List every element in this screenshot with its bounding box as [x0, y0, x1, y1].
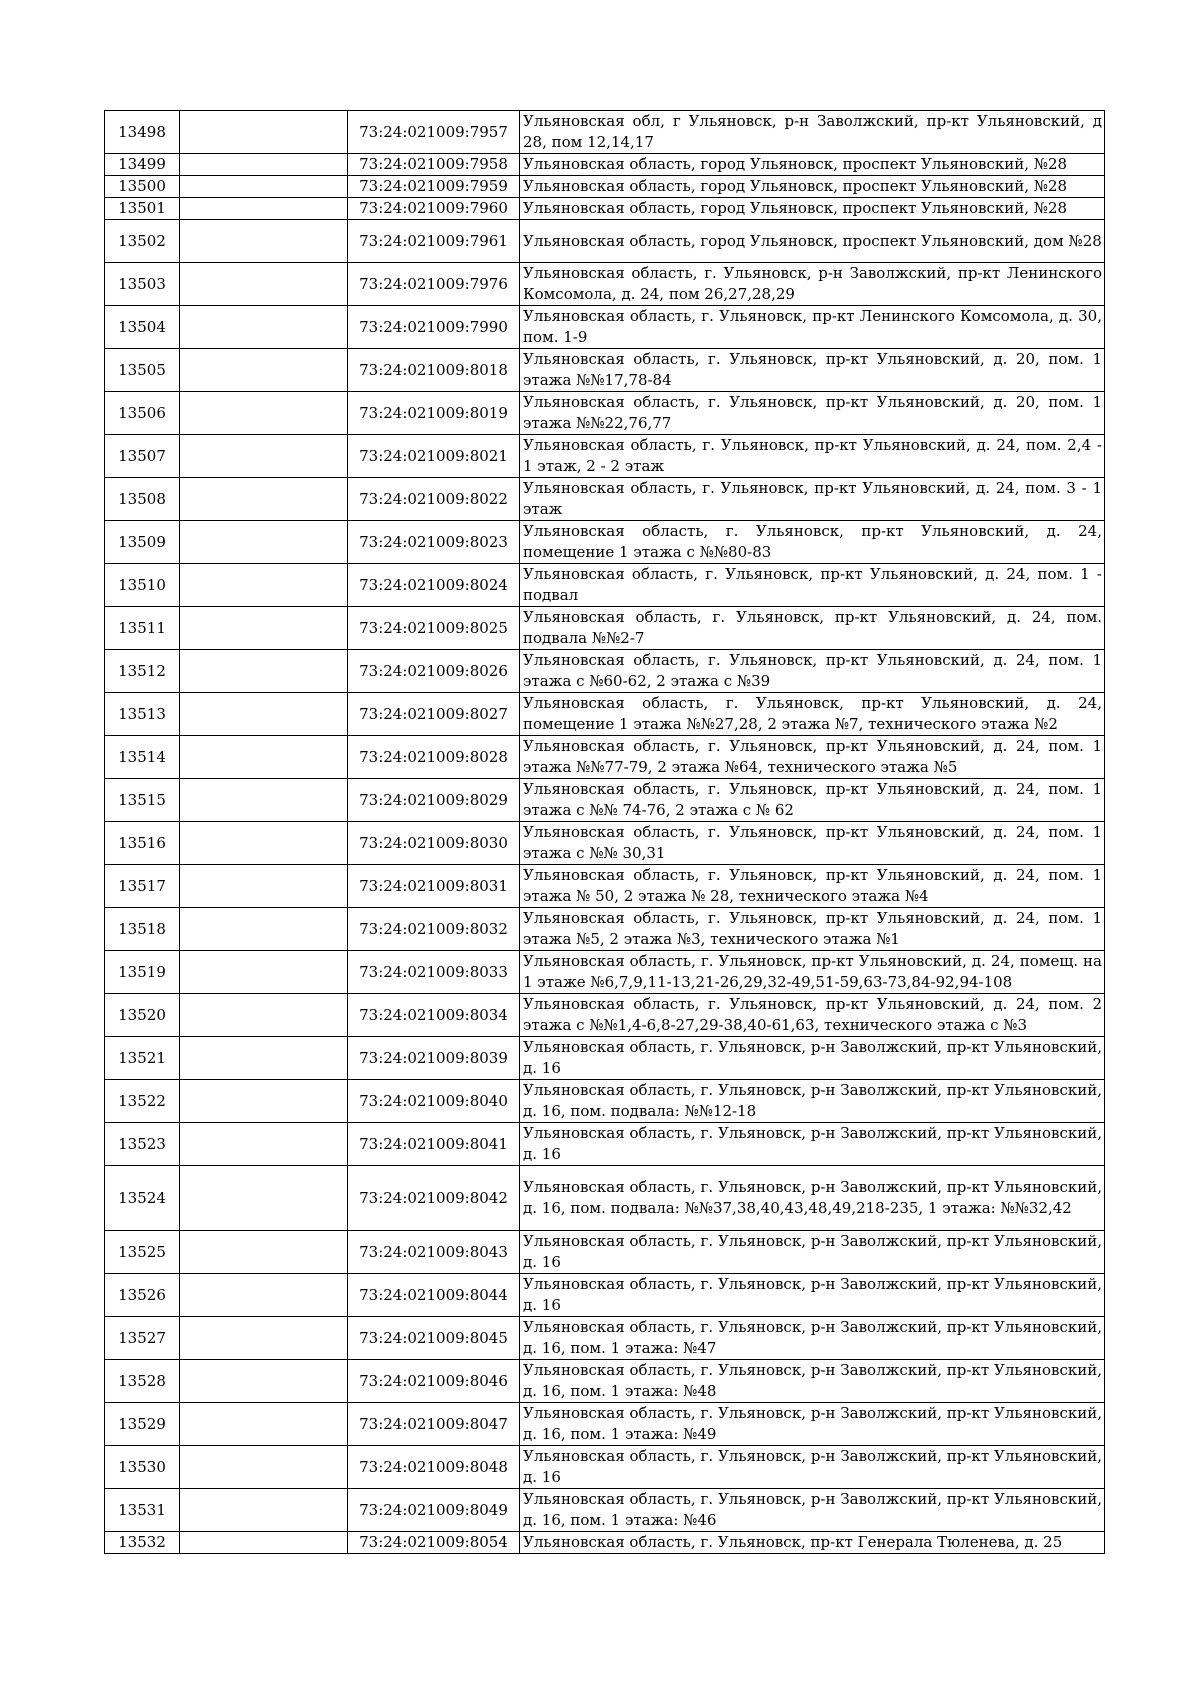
table-row — [105, 564, 1105, 607]
table-row — [105, 154, 1105, 176]
empty-cell — [180, 564, 348, 607]
row-number-cell: 13510 — [105, 564, 180, 607]
row-number-cell: 13503 — [105, 263, 180, 306]
row-number-cell: 13521 — [105, 1037, 180, 1080]
cadastral-number-cell: 73:24:021009:7990 — [348, 306, 520, 349]
empty-cell — [180, 176, 348, 198]
table-row — [105, 908, 1105, 951]
table-row — [105, 822, 1105, 865]
address-cell: Ульяновская область, г. Ульяновск, пр-кт Ульяновский, д. 24, пом. 1 этажа с №№ 74-76, 2 этажа с № 62 — [520, 779, 1105, 822]
cadastral-number-cell: 73:24:021009:8018 — [348, 349, 520, 392]
table-row — [105, 994, 1105, 1037]
cadastral-number-cell: 73:24:021009:7959 — [348, 176, 520, 198]
address-cell: Ульяновская область, г. Ульяновск, пр-кт Ульяновский, д. 24, помещение 1 этажа №№27,28, 2 этажа №7, технического этажа №2 — [520, 693, 1105, 736]
address-cell: Ульяновская область, г. Ульяновск, пр-кт Ульяновский, д. 24, пом. 1 этажа с №60-62, 2 этажа с №39 — [520, 650, 1105, 693]
table-row — [105, 1360, 1105, 1403]
empty-cell — [180, 994, 348, 1037]
table-row — [105, 693, 1105, 736]
cadastral-number-cell: 73:24:021009:8024 — [348, 564, 520, 607]
empty-cell — [180, 822, 348, 865]
address-cell: Ульяновская область, г. Ульяновск, пр-кт Ульяновский, д. 24, пом. 1 этажа №№77-79, 2 этажа №64, технического этажа №5 — [520, 736, 1105, 779]
cadastral-number-cell: 73:24:021009:8022 — [348, 478, 520, 521]
row-number-cell: 13527 — [105, 1317, 180, 1360]
address-cell: Ульяновская область, г. Ульяновск, р-н Заволжский, пр-кт Ульяновский, д. 16, пом. 1 этажа: №49 — [520, 1403, 1105, 1446]
cadastral-number-cell: 73:24:021009:7958 — [348, 154, 520, 176]
table-row — [105, 349, 1105, 392]
empty-cell — [180, 607, 348, 650]
empty-cell — [180, 1446, 348, 1489]
table-row — [105, 1317, 1105, 1360]
row-number-cell: 13528 — [105, 1360, 180, 1403]
cadastral-number-cell: 73:24:021009:8040 — [348, 1080, 520, 1123]
table-row — [105, 220, 1105, 263]
address-cell: Ульяновская область, г. Ульяновск, р-н Заволжский, пр-кт Ленинского Комсомола, д. 24, пом 26,27,28,29 — [520, 263, 1105, 306]
empty-cell — [180, 779, 348, 822]
empty-cell — [180, 1080, 348, 1123]
table-row — [105, 1532, 1105, 1554]
table-row — [105, 521, 1105, 564]
cadastral-number-cell: 73:24:021009:8031 — [348, 865, 520, 908]
row-number-cell: 13532 — [105, 1532, 180, 1554]
empty-cell — [180, 263, 348, 306]
table-row — [105, 1274, 1105, 1317]
empty-cell — [180, 306, 348, 349]
address-cell: Ульяновская область, г. Ульяновск, пр-кт Генерала Тюленева, д. 25 — [520, 1532, 1105, 1554]
empty-cell — [180, 1123, 348, 1166]
empty-cell — [180, 198, 348, 220]
row-number-cell: 13523 — [105, 1123, 180, 1166]
address-cell: Ульяновская область, г. Ульяновск, пр-кт Ульяновский, д. 24, пом. подвала №№2-7 — [520, 607, 1105, 650]
cadastral-number-cell: 73:24:021009:8026 — [348, 650, 520, 693]
address-cell: Ульяновская область, г. Ульяновск, р-н Заволжский, пр-кт Ульяновский, д. 16, пом. подвала: №№37,38,40,43,48,49,218-235, 1 этажа: №№32,42 — [520, 1166, 1105, 1231]
table-row — [105, 607, 1105, 650]
address-cell: Ульяновская область, г. Ульяновск, пр-кт Ульяновский, д. 24, пом. 2 этажа с №№1,4-6,8-27,29-38,40-61,63, технического этажа с №3 — [520, 994, 1105, 1037]
address-cell: Ульяновская область, г. Ульяновск, пр-кт Ульяновский, д. 20, пом. 1 этажа №№17,78-84 — [520, 349, 1105, 392]
empty-cell — [180, 478, 348, 521]
row-number-cell: 13531 — [105, 1489, 180, 1532]
address-cell: Ульяновская область, г. Ульяновск, пр-кт Ульяновский, д. 24, пом. 1 этажа №5, 2 этажа №3, технического этажа №1 — [520, 908, 1105, 951]
address-cell: Ульяновская область, г. Ульяновск, р-н Заволжский, пр-кт Ульяновский, д. 16, пом. 1 этажа: №46 — [520, 1489, 1105, 1532]
empty-cell — [180, 1037, 348, 1080]
row-number-cell: 13498 — [105, 111, 180, 154]
table-row — [105, 1403, 1105, 1446]
row-number-cell: 13516 — [105, 822, 180, 865]
cadastral-number-cell: 73:24:021009:8044 — [348, 1274, 520, 1317]
row-number-cell: 13518 — [105, 908, 180, 951]
table-row — [105, 306, 1105, 349]
address-cell: Ульяновская область, город Ульяновск, проспект Ульяновский, №28 — [520, 154, 1105, 176]
property-registry-table — [104, 110, 1105, 1554]
row-number-cell: 13499 — [105, 154, 180, 176]
table-row — [105, 736, 1105, 779]
row-number-cell: 13520 — [105, 994, 180, 1037]
row-number-cell: 13512 — [105, 650, 180, 693]
cadastral-number-cell: 73:24:021009:8047 — [348, 1403, 520, 1446]
row-number-cell: 13529 — [105, 1403, 180, 1446]
table-row — [105, 1080, 1105, 1123]
empty-cell — [180, 1166, 348, 1231]
table-row — [105, 1123, 1105, 1166]
address-cell: Ульяновская область, г. Ульяновск, пр-кт Ленинского Комсомола, д. 30, пом. 1-9 — [520, 306, 1105, 349]
cadastral-number-cell: 73:24:021009:8030 — [348, 822, 520, 865]
cadastral-number-cell: 73:24:021009:8033 — [348, 951, 520, 994]
address-cell: Ульяновская обл, г Ульяновск, р-н Заволжский, пр-кт Ульяновский, д 28, пом 12,14,17 — [520, 111, 1105, 154]
address-cell: Ульяновская область, город Ульяновск, проспект Ульяновский, дом №28 — [520, 220, 1105, 263]
row-number-cell: 13524 — [105, 1166, 180, 1231]
address-cell: Ульяновская область, г. Ульяновск, р-н Заволжский, пр-кт Ульяновский, д. 16 — [520, 1123, 1105, 1166]
table-row — [105, 1231, 1105, 1274]
cadastral-number-cell: 73:24:021009:8054 — [348, 1532, 520, 1554]
table-row — [105, 478, 1105, 521]
address-cell: Ульяновская область, г. Ульяновск, пр-кт Ульяновский, д. 24, пом. 1 этажа с №№ 30,31 — [520, 822, 1105, 865]
table-row — [105, 865, 1105, 908]
address-cell: Ульяновская область, г. Ульяновск, р-н Заволжский, пр-кт Ульяновский, д. 16, пом. подвала: №№12-18 — [520, 1080, 1105, 1123]
address-cell: Ульяновская область, г. Ульяновск, пр-кт Ульяновский, д. 20, пом. 1 этажа №№22,76,77 — [520, 392, 1105, 435]
table-row — [105, 1489, 1105, 1532]
row-number-cell: 13513 — [105, 693, 180, 736]
address-cell: Ульяновская область, г. Ульяновск, р-н Заволжский, пр-кт Ульяновский, д. 16, пом. 1 этажа: №47 — [520, 1317, 1105, 1360]
empty-cell — [180, 349, 348, 392]
empty-cell — [180, 951, 348, 994]
empty-cell — [180, 392, 348, 435]
address-cell: Ульяновская область, г. Ульяновск, пр-кт Ульяновский, д. 24, пом. 2,4 - 1 этаж, 2 - 2 этаж — [520, 435, 1105, 478]
cadastral-number-cell: 73:24:021009:8028 — [348, 736, 520, 779]
address-cell: Ульяновская область, г. Ульяновск, р-н Заволжский, пр-кт Ульяновский, д. 16 — [520, 1274, 1105, 1317]
row-number-cell: 13526 — [105, 1274, 180, 1317]
empty-cell — [180, 693, 348, 736]
empty-cell — [180, 1489, 348, 1532]
cadastral-number-cell: 73:24:021009:7961 — [348, 220, 520, 263]
row-number-cell: 13508 — [105, 478, 180, 521]
row-number-cell: 13525 — [105, 1231, 180, 1274]
cadastral-number-cell: 73:24:021009:8029 — [348, 779, 520, 822]
address-cell: Ульяновская область, г. Ульяновск, р-н Заволжский, пр-кт Ульяновский, д. 16 — [520, 1446, 1105, 1489]
cadastral-number-cell: 73:24:021009:8021 — [348, 435, 520, 478]
empty-cell — [180, 1317, 348, 1360]
empty-cell — [180, 521, 348, 564]
table-row — [105, 779, 1105, 822]
empty-cell — [180, 1532, 348, 1554]
empty-cell — [180, 435, 348, 478]
table-row — [105, 176, 1105, 198]
row-number-cell: 13530 — [105, 1446, 180, 1489]
cadastral-number-cell: 73:24:021009:7957 — [348, 111, 520, 154]
cadastral-number-cell: 73:24:021009:8048 — [348, 1446, 520, 1489]
empty-cell — [180, 1360, 348, 1403]
row-number-cell: 13502 — [105, 220, 180, 263]
empty-cell — [180, 1403, 348, 1446]
empty-cell — [180, 736, 348, 779]
cadastral-number-cell: 73:24:021009:8023 — [348, 521, 520, 564]
row-number-cell: 13514 — [105, 736, 180, 779]
empty-cell — [180, 650, 348, 693]
table-row — [105, 1166, 1105, 1231]
row-number-cell: 13505 — [105, 349, 180, 392]
cadastral-number-cell: 73:24:021009:8046 — [348, 1360, 520, 1403]
empty-cell — [180, 220, 348, 263]
table-row — [105, 435, 1105, 478]
row-number-cell: 13522 — [105, 1080, 180, 1123]
cadastral-number-cell: 73:24:021009:8019 — [348, 392, 520, 435]
address-cell: Ульяновская область, г. Ульяновск, р-н Заволжский, пр-кт Ульяновский, д. 16 — [520, 1231, 1105, 1274]
address-cell: Ульяновская область, г. Ульяновск, пр-кт Ульяновский, д. 24, помещ. на 1 этаже №6,7,9,11-13,21-26,29,32-49,51-59,63-73,84-92,94-108 — [520, 951, 1105, 994]
cadastral-number-cell: 73:24:021009:8032 — [348, 908, 520, 951]
cadastral-number-cell: 73:24:021009:8045 — [348, 1317, 520, 1360]
row-number-cell: 13515 — [105, 779, 180, 822]
table-row — [105, 1037, 1105, 1080]
cadastral-number-cell: 73:24:021009:8039 — [348, 1037, 520, 1080]
cadastral-number-cell: 73:24:021009:8049 — [348, 1489, 520, 1532]
row-number-cell: 13519 — [105, 951, 180, 994]
empty-cell — [180, 154, 348, 176]
cadastral-number-cell: 73:24:021009:8027 — [348, 693, 520, 736]
cadastral-number-cell: 73:24:021009:7960 — [348, 198, 520, 220]
empty-cell — [180, 865, 348, 908]
cadastral-number-cell: 73:24:021009:8041 — [348, 1123, 520, 1166]
row-number-cell: 13504 — [105, 306, 180, 349]
table-row — [105, 263, 1105, 306]
address-cell: Ульяновская область, г. Ульяновск, пр-кт Ульяновский, д. 24, пом. 1 - подвал — [520, 564, 1105, 607]
row-number-cell: 13500 — [105, 176, 180, 198]
cadastral-number-cell: 73:24:021009:8034 — [348, 994, 520, 1037]
address-cell: Ульяновская область, г. Ульяновск, пр-кт Ульяновский, д. 24, пом. 1 этажа № 50, 2 этажа № 28, технического этажа №4 — [520, 865, 1105, 908]
empty-cell — [180, 1231, 348, 1274]
empty-cell — [180, 908, 348, 951]
table-row — [105, 198, 1105, 220]
address-cell: Ульяновская область, г. Ульяновск, пр-кт Ульяновский, д. 24, пом. 3 - 1 этаж — [520, 478, 1105, 521]
row-number-cell: 13501 — [105, 198, 180, 220]
empty-cell — [180, 111, 348, 154]
row-number-cell: 13509 — [105, 521, 180, 564]
table-row — [105, 392, 1105, 435]
cadastral-number-cell: 73:24:021009:7976 — [348, 263, 520, 306]
table-row — [105, 111, 1105, 154]
row-number-cell: 13517 — [105, 865, 180, 908]
table-row — [105, 1446, 1105, 1489]
table-row — [105, 650, 1105, 693]
table-row — [105, 951, 1105, 994]
empty-cell — [180, 1274, 348, 1317]
address-cell: Ульяновская область, город Ульяновск, проспект Ульяновский, №28 — [520, 198, 1105, 220]
registry-body — [105, 111, 1105, 1554]
address-cell: Ульяновская область, г. Ульяновск, пр-кт Ульяновский, д. 24, помещение 1 этажа с №№80-83 — [520, 521, 1105, 564]
row-number-cell: 13506 — [105, 392, 180, 435]
row-number-cell: 13511 — [105, 607, 180, 650]
address-cell: Ульяновская область, г. Ульяновск, р-н Заволжский, пр-кт Ульяновский, д. 16 — [520, 1037, 1105, 1080]
address-cell: Ульяновская область, г. Ульяновск, р-н Заволжский, пр-кт Ульяновский, д. 16, пом. 1 этажа: №48 — [520, 1360, 1105, 1403]
cadastral-number-cell: 73:24:021009:8042 — [348, 1166, 520, 1231]
cadastral-number-cell: 73:24:021009:8043 — [348, 1231, 520, 1274]
cadastral-number-cell: 73:24:021009:8025 — [348, 607, 520, 650]
address-cell: Ульяновская область, город Ульяновск, проспект Ульяновский, №28 — [520, 176, 1105, 198]
row-number-cell: 13507 — [105, 435, 180, 478]
